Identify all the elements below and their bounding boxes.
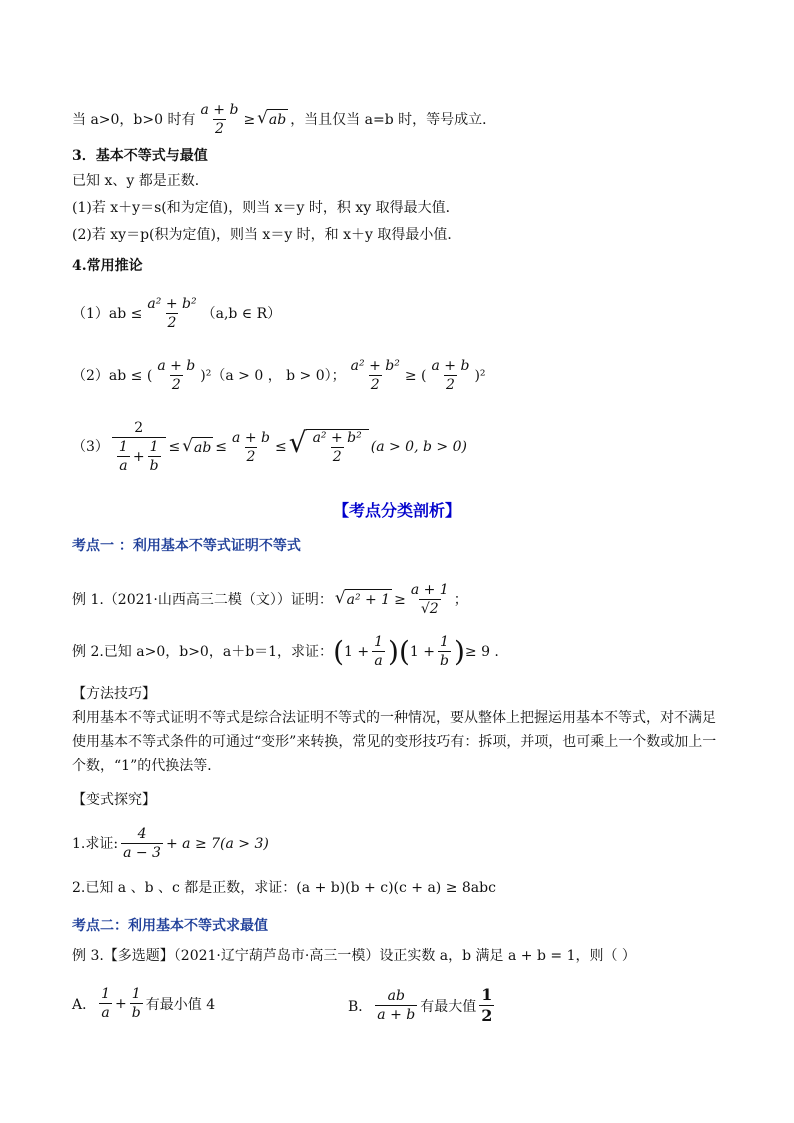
fraction — [99, 986, 112, 1021]
numerator: a² + b² — [312, 430, 362, 447]
power: )² — [200, 367, 212, 384]
numerator: a + b — [157, 358, 196, 374]
fraction — [145, 296, 198, 331]
option-text: 有最小值 4 — [145, 996, 216, 1013]
text-line: 已知 x、y 都是正数． — [72, 173, 209, 189]
fraction — [375, 988, 417, 1023]
denominator: a — [374, 653, 383, 670]
option-a — [72, 986, 215, 1021]
numerator: a² + b² — [350, 358, 400, 374]
denominator: 2 — [481, 1006, 493, 1026]
denominator: 2 — [332, 449, 342, 466]
denominator: 2 — [167, 315, 177, 332]
numerator: 1 — [440, 634, 449, 650]
heading-k2: 考点二：利用基本不等式求最值 — [72, 918, 268, 934]
example-2: 例 2.已知 a>0，b>0，a＋b＝1，求证： ( 1 + $\frac{1}{a}$ ) ( 1 + $\frac{1}{b}$ ) ≥ 9 . — [72, 634, 499, 670]
numerator: a + 1 — [410, 582, 449, 598]
example-1 — [72, 582, 468, 617]
denominator: 2 — [215, 121, 224, 138]
numerator: 4 — [137, 826, 147, 842]
numerator: a + b — [200, 102, 239, 118]
label: （2） — [72, 367, 109, 384]
text: ，当且仅当 a=b 时，等号成立． — [290, 111, 497, 128]
le-sign: ≤ — [168, 439, 181, 456]
geq-paren: ≥ ( — [404, 367, 427, 384]
method-title: 【方法技巧】 — [72, 686, 156, 702]
geq-sign: ≥ — [243, 111, 256, 128]
text: ≥ 9 . — [464, 643, 499, 660]
condition: （a > 0 ， b > 0）； — [211, 367, 346, 384]
variant-1 — [72, 826, 269, 861]
fraction — [372, 634, 385, 669]
denominator: 2 — [246, 448, 256, 465]
le-sign: ≤ — [215, 439, 228, 456]
numerator: ab — [387, 988, 405, 1005]
numerator: 1 — [149, 439, 159, 456]
denominator: b — [439, 653, 449, 670]
formula-2 — [72, 358, 486, 393]
fraction — [349, 358, 402, 393]
text-line: (2)若 xy＝p(积为定值)，则当 x＝y 时，和 x＋y 取得最小值． — [72, 227, 462, 243]
denominator: 2 — [370, 377, 380, 394]
heading-s4: 4.常用推论 — [72, 258, 143, 274]
numerator: a² + b² — [147, 296, 197, 312]
text: 1.求证: — [72, 835, 119, 852]
denominator: a + b — [377, 1007, 416, 1024]
numerator: 2 — [134, 420, 144, 436]
fraction — [409, 582, 451, 617]
condition: (a > 0, b > 0) — [370, 439, 467, 456]
numerator: 1 — [101, 986, 111, 1002]
denominator: 2 — [171, 377, 181, 394]
sqrt-body: a² + 1 — [345, 589, 393, 610]
option-label: B． — [348, 998, 373, 1015]
sqrt-body: ab — [267, 109, 288, 130]
fraction — [121, 826, 163, 861]
inequality-statement — [72, 102, 496, 137]
power: )² — [474, 367, 486, 384]
variant-title: 【变式探究】 — [72, 792, 156, 808]
option-text: 有最大值 — [420, 998, 477, 1015]
option-b — [348, 986, 497, 1026]
text-line: (1)若 x＋y＝s(和为定值)，则当 x＝y 时，积 xy 取得最大值． — [72, 200, 460, 216]
denominator: a − 3 — [123, 845, 161, 862]
sqrt: √ $\frac{\text{a² + b²}}{2}$ — [289, 429, 369, 465]
formula-1 — [72, 296, 281, 331]
fraction — [155, 358, 197, 393]
heading-s3: 3．基本不等式与最值 — [72, 148, 208, 164]
text: + a ≥ 7(a > 3) — [165, 835, 269, 852]
fraction — [311, 430, 364, 465]
numerator: 1 — [481, 985, 493, 1004]
example-3: 例 3.【多选题】（2021·辽宁葫芦岛市·高三一模）设正实数 a，b 满足 a + b = 1，则（ ） — [72, 948, 636, 964]
fraction — [438, 634, 451, 669]
geq-sign: ≥ — [394, 591, 406, 608]
fraction — [117, 439, 130, 474]
formula-3 — [72, 420, 467, 474]
fraction — [230, 430, 272, 465]
numerator: a + b — [232, 429, 270, 446]
plus: + — [132, 448, 145, 465]
numerator: 1 — [118, 439, 128, 456]
numerator: 1 — [131, 986, 141, 1002]
option-label: A． — [72, 996, 97, 1013]
label: （3） — [72, 439, 109, 456]
text: 例 1.（2021·山西高三二模（文））证明： — [72, 591, 333, 608]
denominator: 2 — [446, 377, 455, 394]
condition: （a,b ∈ R） — [201, 305, 282, 322]
fraction — [148, 439, 161, 474]
denominator — [112, 437, 166, 474]
le-sign: ≤ — [274, 439, 287, 456]
section-title: 【考点分类剖析】 — [332, 501, 461, 520]
term: 1 + — [409, 643, 435, 660]
sqrt: √ a² + 1 — [334, 587, 391, 609]
text: ； — [453, 591, 468, 608]
fraction — [130, 986, 143, 1021]
numerator: a + b — [431, 358, 470, 374]
denominator: b — [131, 1005, 141, 1022]
denominator: b — [149, 458, 159, 475]
sqrt: √ ab — [182, 434, 212, 456]
fraction — [479, 986, 494, 1026]
lhs: ab ≤ ( — [108, 367, 153, 384]
sqrt: √ ab — [257, 107, 287, 129]
sqrt-body — [306, 429, 369, 465]
denominator: √2 — [420, 601, 439, 618]
denominator: a — [101, 1005, 110, 1022]
text: 当 a>0，b>0 时有 — [72, 111, 196, 128]
numerator: 1 — [374, 634, 384, 650]
denominator: a — [119, 458, 128, 475]
variant-2: 2.已知 a 、b 、c 都是正数，求证：(a + b)(b + c)(c + a) ≥ 8abc — [72, 880, 496, 896]
heading-k1: 考点一 ：利用基本不等式证明不等式 — [72, 538, 301, 554]
fraction — [198, 102, 240, 137]
harmonic-mean — [112, 420, 166, 474]
text: 例 2.已知 a>0，b>0，a＋b＝1，求证： — [72, 643, 334, 660]
plus: + — [115, 995, 127, 1012]
label: （1） — [72, 305, 109, 322]
fraction — [429, 358, 471, 393]
sqrt-body: ab — [192, 437, 213, 458]
method-text: 利用基本不等式证明不等式是综合法证明不等式的一种情况，要从整体上把握运用基本不等式，对不满足使用基本不等式条件的可通过“变形”来转换，常见的变形技巧有：拆项，并项，也可乘上一个数或加上一个数，“1”的代换法等． — [72, 710, 717, 774]
term: 1 + — [344, 643, 370, 660]
lhs: ab ≤ — [108, 305, 143, 322]
